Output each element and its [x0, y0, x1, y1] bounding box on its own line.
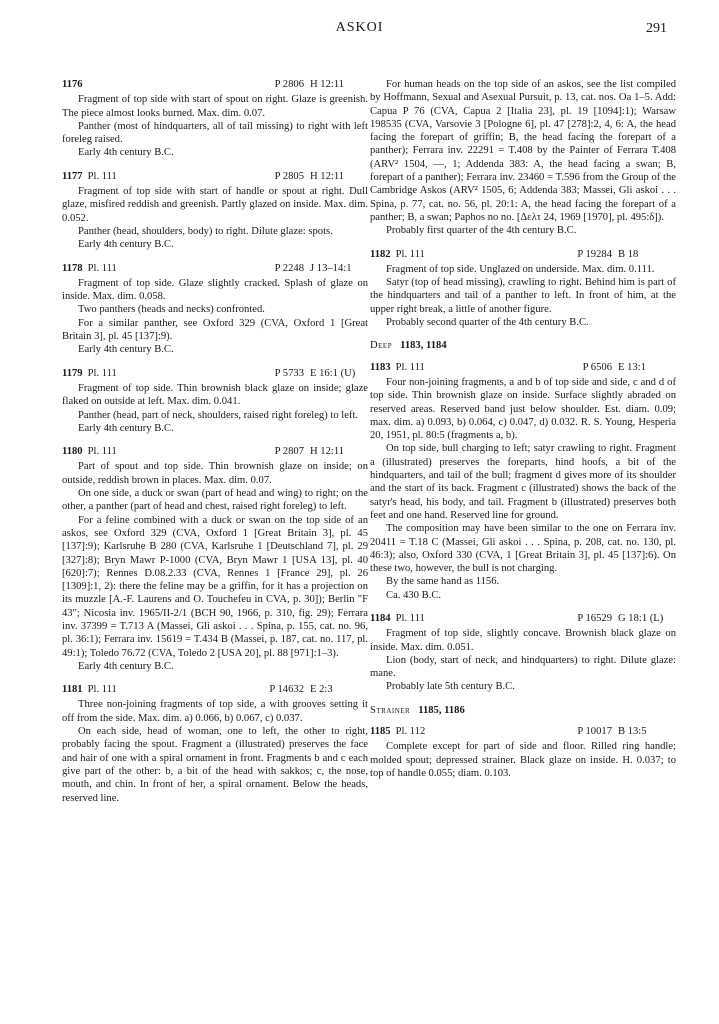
entry-heading: [370, 361, 676, 374]
right-entries-b: [370, 361, 676, 694]
inventory-number: P 19284: [577, 248, 612, 260]
inventory-number: P 2807: [274, 446, 304, 458]
grid-location: H 12:11: [310, 446, 345, 458]
entry-heading: [62, 367, 368, 380]
inventory-number: P 2806: [274, 79, 304, 90]
intro-paragraph: Probably first quarter of the 4th century B.C.: [386, 225, 577, 237]
entry-paragraph: Probably late 5th century B.C.: [386, 681, 515, 693]
grid-location: B 18: [618, 248, 639, 260]
entry-paragraph: On one side, a duck or swan (part of head and wing) to right; on the other, a panther (part of head and chest, raised right foreleg) to left.: [62, 488, 368, 513]
entry-paragraph: Fragment of top side. Glaze slightly cracked. Splash of glaze on inside. Max. dim. 0.058.: [62, 277, 368, 303]
entry-number: 1184: [370, 612, 391, 624]
inventory-number: P 14632: [269, 684, 304, 696]
catalog-entry: [370, 361, 676, 602]
entry-paragraph: On top side, bull charging to left; satyr crawling to right. Fragment a (illustrated) preserves the foreparts, hind hoofs, a bit of the hindquarters, and tail of the bull; fragment d gives more of its shoulder and the start of its back. Fragment c (illustrated) shows the back of the satyr's head, his body, and tail. Fragment b (illustrated) preserves both feet and one hand. Reserved line for ground.: [370, 443, 676, 521]
entry-number: 1183: [370, 361, 391, 373]
entry-paragraph: Panther (most of hindquarters, all of tail missing) to right with left foreleg raised.: [62, 120, 368, 146]
grid-location: E 16:1 (U): [310, 367, 356, 379]
entry-paragraph: Two panthers (heads and necks) confronted.: [78, 304, 265, 316]
entry-paragraph: Fragment of top side, slightly concave. Brownish black glaze on inside. Max. dim. 0.051.: [370, 628, 676, 653]
entry-paragraph: Satyr (top of head missing), crawling to right. Behind him is part of the hindquarters and tail of a panther to left. In front of him, at the upper right break, a little of another figure.: [370, 277, 676, 315]
entry-heading: [62, 262, 368, 275]
inventory-number: P 10017: [577, 726, 612, 738]
section-name: Deep: [370, 340, 393, 352]
entry-number: 1181: [62, 684, 83, 696]
section-heading-strainer: [370, 704, 676, 717]
entry-paragraph: Fragment of top side with start of handle or spout at right. Dull glaze, misfired reddish and greenish. Partly glazed on inside. Max. dim. 0.052.: [62, 186, 368, 224]
plate-reference: Pl. 111: [87, 170, 117, 182]
plate-reference: Pl. 111: [395, 248, 425, 260]
page-number: 291: [646, 21, 667, 36]
section-name: Strainer: [370, 704, 411, 716]
entry-paragraph: Fragment of top side. Thin brownish black glaze on inside; glaze flaked on outside at left. Max. dim. 0.041.: [62, 382, 368, 408]
running-header-title: ASKOI: [335, 20, 384, 35]
entry-paragraph: Part of spout and top side. Thin brownish glaze on inside; on outside, reddish brown in places. Max. dim. 0.07.: [62, 461, 368, 486]
right-column: [370, 78, 676, 790]
inventory-number: P 16529: [577, 612, 612, 624]
left-entries: [62, 78, 368, 805]
entry-number: 1185: [370, 726, 391, 738]
catalog-entry: [62, 170, 368, 252]
entry-paragraph: Early 4th century B.C.: [78, 422, 174, 434]
entry-number: 1179: [62, 367, 83, 379]
entry-heading: [370, 248, 676, 261]
catalog-entry: [370, 612, 676, 694]
entry-paragraph: The composition may have been similar to the one on Ferrara inv. 20411 = T.18 C (Massei, Gli askoi . . . Spina, p. 208, cat. no. 130, pl. 46:3); also, Oxford 330 (CVA, 1 [Great Britain 3], pl. 45 [137]:6). On these two, however, the bull is not charging.: [370, 523, 676, 575]
plate-reference: Pl. 112: [395, 726, 426, 738]
entry-number: 1178: [62, 262, 83, 274]
heads-comparanda: [370, 78, 676, 238]
entry-paragraph: Four non-joining fragments, a and b of top side and side, c and d of top side. Thin brownish glaze on inside. Surface slightly abraded on reserved areas. Reserved band just below shoulder. Est. diam. 0.09; max. dim. a) 0.093, b) 0.064, c) 0.047, d) 0.032. R. S. Young, Hesperia 20, 1951, pl. 80:5 (fragments a, b).: [370, 376, 676, 442]
entry-paragraph: On each side, head of woman, one to left, the other to right, probably facing the spout. Fragment a (illustrated) preserves the face and hair of one with a spiral ornament in front. Fragments b and c each give part of the other: b, a bit of the head with sakkos; c, the nose, mouth, and chin. In front of her, a spiral ornament. Below the heads, reserved line.: [62, 726, 368, 804]
entry-paragraph: Ca. 430 B.C.: [386, 589, 442, 601]
entry-heading: [62, 170, 368, 183]
entry-paragraph: Early 4th century B.C.: [78, 344, 174, 356]
entry-heading: [62, 683, 368, 696]
plate-reference: Pl. 111: [87, 367, 117, 379]
plate-reference: Pl. 111: [87, 262, 117, 274]
entry-paragraph: Fragment of top side. Unglazed on underside. Max. dim. 0.111.: [386, 263, 655, 275]
entry-paragraph: Panther (head, shoulders, body) to right. Dilute glaze: spots.: [78, 225, 333, 237]
plate-reference: Pl. 111: [87, 684, 117, 696]
entry-number: 1182: [370, 248, 391, 260]
inventory-number: P 6506: [582, 361, 612, 373]
catalog-entry: [62, 367, 368, 435]
entry-paragraph: For a feline combined with a duck or swan on the top side of an askos, see Oxford 329 (CVA, Oxford 1 [Great Britain 3], pl. 45 [137]:9); Karlsruhe B 280 (CVA, Karlsruhe 1 [Deutschland 7], pl. 29 [327]:8); Bryn Mawr P-1000 (CVA, Bryn Mawr 1 [USA 13], pl. 40 [620]:7); Rennes D.08.2.33 (CVA, Rennes 1 [France 29], pl. 26 [1309]:1, 2): there the feline may be a griffin, for it has a projection on its muzzle [A.-F. Laurens and O. Touchefeu in CVA, p. 30]); Berlin "F 43"; Nicosia inv. 1965/II-2/1 (BCH 90, 1966, p. 310, fig. 29); Ferrara inv. 37399 = T.713 A (Massei, Gli askoi . . . Spina, p. 155, cat. no. 96, pl. 36:1); Ferrara inv. 15619 = T.434 B (Massei, p. 187, cat. no. 117, pl. 49:1); Toledo 76.72 (CVA, Toledo 2 [USA 20], pl. 88 [971]:1–3).: [62, 514, 368, 659]
entry-paragraph: By the same hand as 1156.: [386, 576, 500, 588]
entry-paragraph: Early 4th century B.C.: [78, 660, 174, 672]
catalog-entry: [62, 262, 368, 357]
entry-heading: [370, 612, 676, 625]
plate-reference: Pl. 111: [395, 361, 425, 373]
inventory-number: P 5733: [274, 367, 304, 379]
entry-paragraph: For a similar panther, see Oxford 329 (CVA, Oxford 1 [Great Britain 3], pl. 45 [137]:9).: [62, 317, 368, 343]
right-entries-c: [370, 725, 676, 780]
catalog-entry: [62, 78, 368, 160]
grid-location: E 2:3: [310, 684, 333, 696]
right-entries-a: [370, 248, 676, 330]
entry-heading: [62, 445, 368, 458]
entry-paragraph: Probably second quarter of the 4th century B.C.: [386, 317, 589, 329]
inventory-number: P 2248: [274, 262, 304, 274]
grid-location: H 12:11: [310, 79, 345, 90]
grid-location: G 18:1 (L): [618, 612, 664, 624]
intro-paragraph: For human heads on the top side of an askos, see the list compiled by Hoffmann, Sexual and Asexual Pursuit, p. 13, cat. nos. Oa 1–5. Add: Capua P 76 (CVA, Capua 2 [Italia 23], pl. 19 [1094]:1); Warsaw 198535 (CVA, Varsovie 3 [Pologne 6], pl. 47 [278]:2, 4, 6: A, the head facing the forepart of griffin; B, the head facing the forepart of a panther); Ferrara inv. 22291 = T.408 by the Painter of Ferrara T.408 (ARV² 1504, —, 1; Addenda 383: A, the head facing a swan; B, forepart of a panther); Ferrara inv. 23460 = T.596 from the Group of the Cambridge Askos (ARV² 1505, 6; Addenda 383; Massei, Gli askoi . . . Spina, p. 77, cat. no. 56, pl. 20:1: A, the head facing the forepart of a panther; B, a swan; Paphos no no. [Δελτ 24, 1969 [1970], pl. 495:δ]).: [370, 79, 676, 223]
grid-location: B 13:5: [618, 726, 647, 738]
grid-location: H 12:11: [310, 170, 345, 182]
entry-paragraph: Early 4th century B.C.: [78, 147, 174, 159]
entry-paragraph: Three non-joining fragments of top side, a with grooves setting it off from the side. Max. dim. a) 0.066, b) 0.067, c) 0.037.: [62, 699, 368, 724]
entry-number: 1176: [62, 79, 83, 90]
catalog-entry: [62, 445, 368, 673]
entry-paragraph: Lion (body, start of neck, and hindquarters) to right. Dilute glaze: mane.: [370, 654, 676, 680]
entry-heading: [62, 78, 368, 91]
section-range: 1183, 1184: [400, 340, 447, 352]
catalog-entry: [62, 683, 368, 805]
plate-reference: Pl. 111: [395, 612, 425, 624]
entry-heading: [370, 725, 676, 738]
plate-reference: Pl. 111: [87, 446, 117, 458]
catalog-entry: [370, 248, 676, 330]
entry-number: 1180: [62, 446, 83, 458]
inventory-number: P 2805: [274, 170, 304, 182]
section-range: 1185, 1186: [418, 704, 465, 716]
entry-paragraph: Fragment of top side with start of spout on right. Glaze is greenish. The piece almost looks burned. Max. dim. 0.07.: [62, 94, 368, 119]
entry-paragraph: Panther (head, part of neck, shoulders, raised right foreleg) to left.: [78, 409, 359, 421]
entry-paragraph: Early 4th century B.C.: [78, 239, 174, 251]
entry-number: 1177: [62, 170, 83, 182]
catalog-entry: [370, 725, 676, 780]
entry-paragraph: Complete except for part of side and floor. Rilled ring handle; molded spout; depressed strainer. Black glaze on inside. H. 0.037; to top of handle 0.055; diam. 0.103.: [370, 741, 676, 779]
section-heading-deep: [370, 339, 676, 352]
left-column: [62, 78, 368, 815]
grid-location: J 13–14:1: [310, 262, 352, 274]
grid-location: E 13:1: [618, 361, 646, 373]
